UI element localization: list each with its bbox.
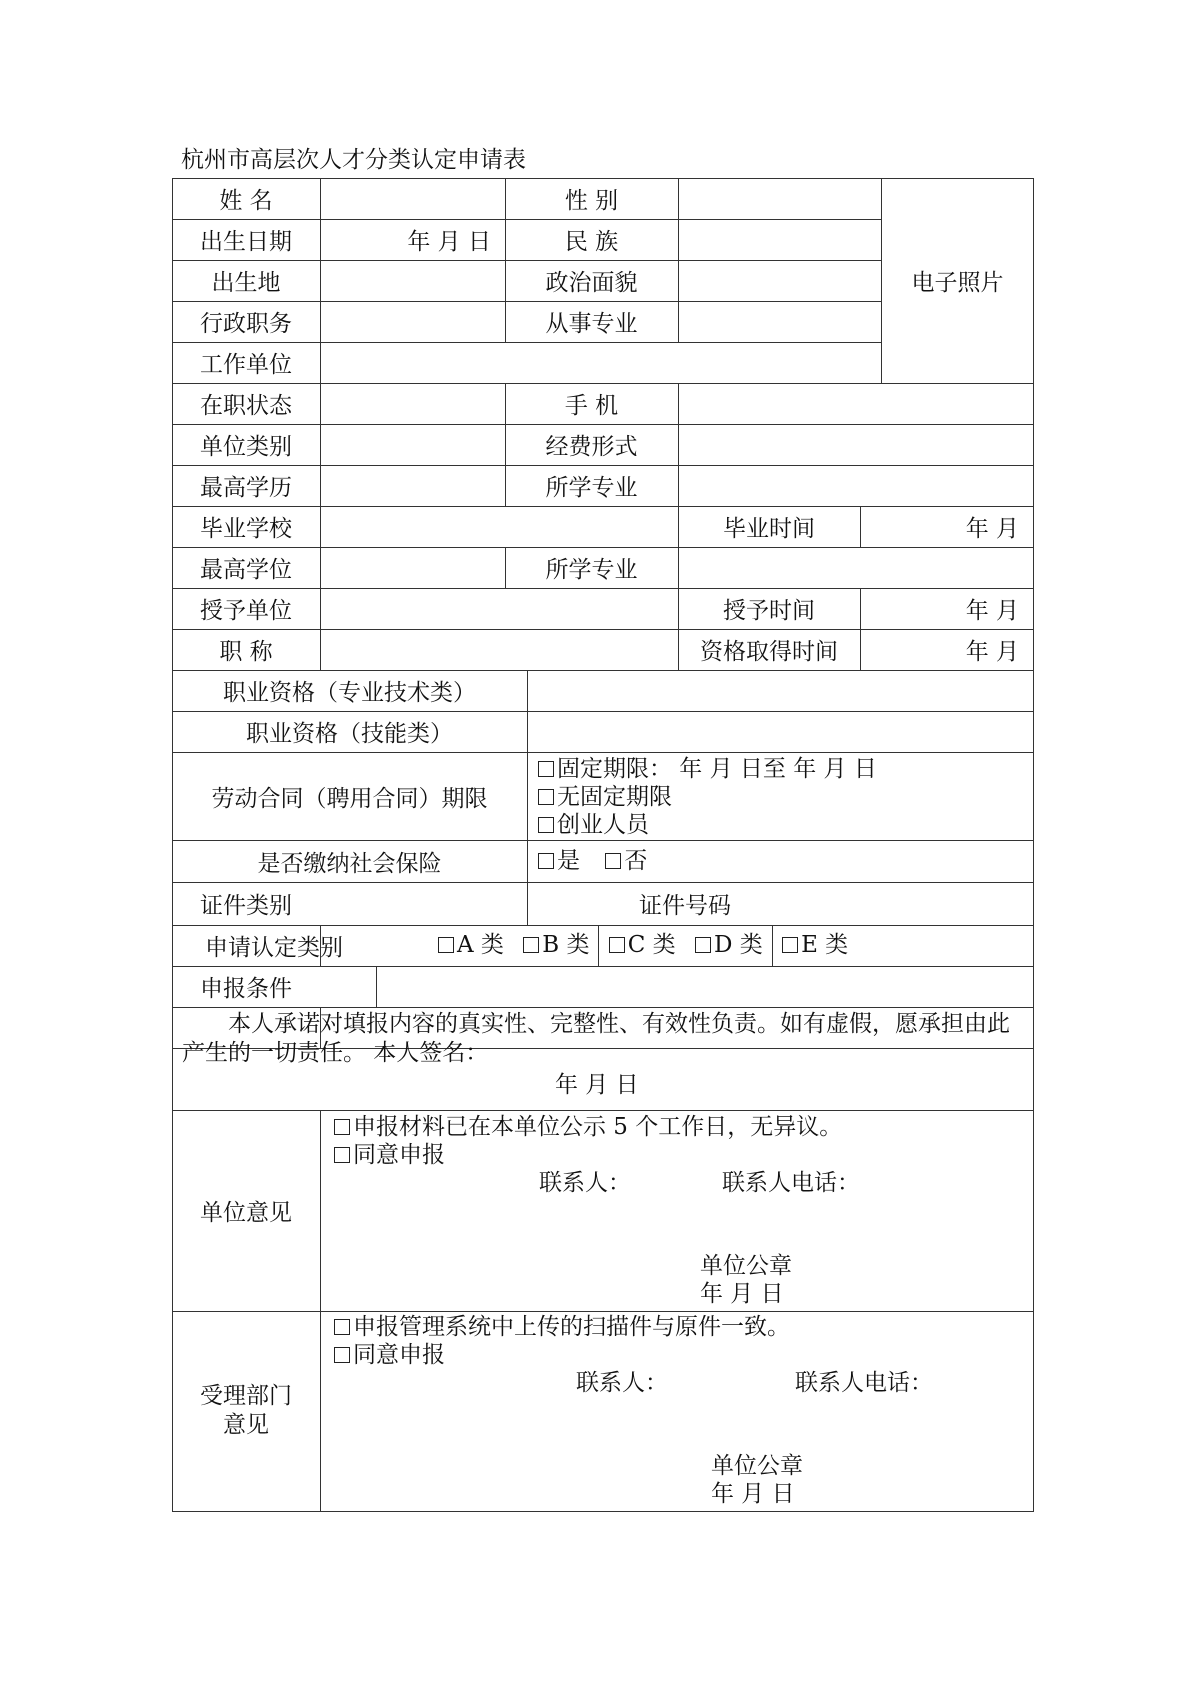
label-dept-opinion <box>172 1311 320 1511</box>
checkbox-icon[interactable] <box>538 817 554 833</box>
grant-time-field[interactable]: 年 月 <box>965 598 1019 624</box>
insurance-no[interactable]: 否 <box>605 848 647 874</box>
unit-seal-label: 单位公章 <box>700 1253 792 1279</box>
label-profession: 从事专业 <box>545 311 638 337</box>
qualification-time-field[interactable]: 年 月 <box>965 639 1019 665</box>
label-major-2: 所学专业 <box>545 557 638 583</box>
label-title-rank: 职 称 <box>219 639 273 665</box>
dept-contact-label: 联系人： <box>576 1370 668 1396</box>
form-title: 杭州市高层次人才分类认定申请表 <box>181 147 526 173</box>
contract-option-fixed[interactable]: 固定期限： 年 月 日至 年 月 日 <box>538 755 877 783</box>
insurance-yes[interactable]: 是 <box>538 848 580 874</box>
category-a[interactable]: A 类 <box>438 932 504 958</box>
unit-check-publicized[interactable]: 申报材料已在本单位公示 5 个工作日，无异议。 <box>334 1113 842 1141</box>
gender-field[interactable] <box>679 178 881 219</box>
dept-opinion-line-2: 意见 <box>223 1412 269 1438</box>
label-funding-form: 经费形式 <box>545 434 638 460</box>
label-birthplace: 出生地 <box>211 270 281 296</box>
dept-check-consistent[interactable]: 申报管理系统中上传的扫描件与原件一致。 <box>334 1313 790 1341</box>
pledge-date: 年 月 日 <box>555 1072 639 1098</box>
label-mobile: 手 机 <box>564 393 619 419</box>
label-employer: 工作单位 <box>200 352 292 378</box>
insurance-options <box>538 847 647 875</box>
label-graduate-school: 毕业学校 <box>200 516 292 542</box>
label-contract-period: 劳动合同（聘用合同）期限 <box>211 785 488 812</box>
checkbox-icon[interactable] <box>334 1147 350 1163</box>
dept-check-agree[interactable]: 同意申报 <box>334 1341 445 1369</box>
checkbox-icon[interactable] <box>782 937 798 953</box>
label-grant-time: 授予时间 <box>723 598 815 624</box>
label-highest-degree: 最高学位 <box>200 557 292 583</box>
label-unit-type: 单位类别 <box>200 434 292 460</box>
label-category: 申请认定类别 <box>205 935 343 961</box>
checkbox-icon[interactable] <box>334 1319 350 1335</box>
name-field[interactable] <box>321 178 505 219</box>
label-admin-position: 行政职务 <box>200 311 292 337</box>
unit-check-agree[interactable]: 同意申报 <box>334 1141 445 1169</box>
dept-phone-label: 联系人电话： <box>795 1370 933 1396</box>
dept-seal-label: 单位公章 <box>711 1453 803 1479</box>
checkbox-icon[interactable] <box>605 853 621 869</box>
unit-date: 年 月 日 <box>700 1281 784 1307</box>
checkbox-icon[interactable] <box>609 937 625 953</box>
checkbox-icon[interactable] <box>334 1119 350 1135</box>
label-prof-qualification: 职业资格（专业技术类） <box>223 680 476 706</box>
label-id-type: 证件类别 <box>200 893 292 919</box>
label-skill-qualification: 职业资格（技能类） <box>246 721 453 747</box>
category-d[interactable]: D 类 <box>695 932 763 958</box>
checkbox-icon[interactable] <box>538 789 554 805</box>
contract-option-open[interactable]: 无固定期限 <box>538 783 672 811</box>
checkbox-icon[interactable] <box>695 937 711 953</box>
application-form-table <box>172 178 1034 1512</box>
dept-date: 年 月 日 <box>711 1481 795 1507</box>
checkbox-icon[interactable] <box>538 853 554 869</box>
label-highest-education: 最高学历 <box>200 475 292 501</box>
photo-cell[interactable]: 电子照片 <box>911 270 1004 296</box>
label-gender: 性 别 <box>564 188 619 214</box>
label-social-insurance: 是否缴纳社会保险 <box>257 850 442 877</box>
unit-phone-label: 联系人电话： <box>722 1170 860 1196</box>
contract-option-startup[interactable]: 创业人员 <box>538 811 649 839</box>
category-c[interactable]: C 类 <box>609 932 676 958</box>
unit-contact-label: 联系人： <box>539 1170 631 1196</box>
birth-date-field[interactable]: 年 月 日 <box>407 229 491 255</box>
label-qualification-time: 资格取得时间 <box>700 639 838 665</box>
checkbox-icon[interactable] <box>538 761 554 777</box>
label-major-1: 所学专业 <box>545 475 638 501</box>
label-id-number: 证件号码 <box>639 893 731 919</box>
label-degree-grantor: 授予单位 <box>200 598 292 624</box>
label-ethnicity: 民 族 <box>564 229 619 255</box>
label-conditions: 申报条件 <box>200 976 292 1002</box>
category-e[interactable]: E 类 <box>782 932 848 958</box>
label-unit-opinion: 单位意见 <box>200 1200 292 1226</box>
pledge-text: 本人承诺对填报内容的真实性、完整性、有效性负责。如有虚假，愿承担由此产生的一切责任。 本人签名： <box>182 1011 1010 1066</box>
label-birth-date: 出生日期 <box>200 229 292 255</box>
checkbox-icon[interactable] <box>523 937 539 953</box>
checkbox-icon[interactable] <box>334 1347 350 1363</box>
checkbox-icon[interactable] <box>438 937 454 953</box>
dept-opinion-line-1: 受理部门 <box>200 1383 292 1409</box>
label-name: 姓 名 <box>219 188 273 214</box>
category-options <box>438 931 848 959</box>
category-b[interactable]: B 类 <box>523 932 589 958</box>
label-political-status: 政治面貌 <box>545 270 638 296</box>
label-graduation-time: 毕业时间 <box>723 516 815 542</box>
label-employment-status: 在职状态 <box>200 393 292 419</box>
graduation-time-field[interactable]: 年 月 <box>965 516 1019 542</box>
